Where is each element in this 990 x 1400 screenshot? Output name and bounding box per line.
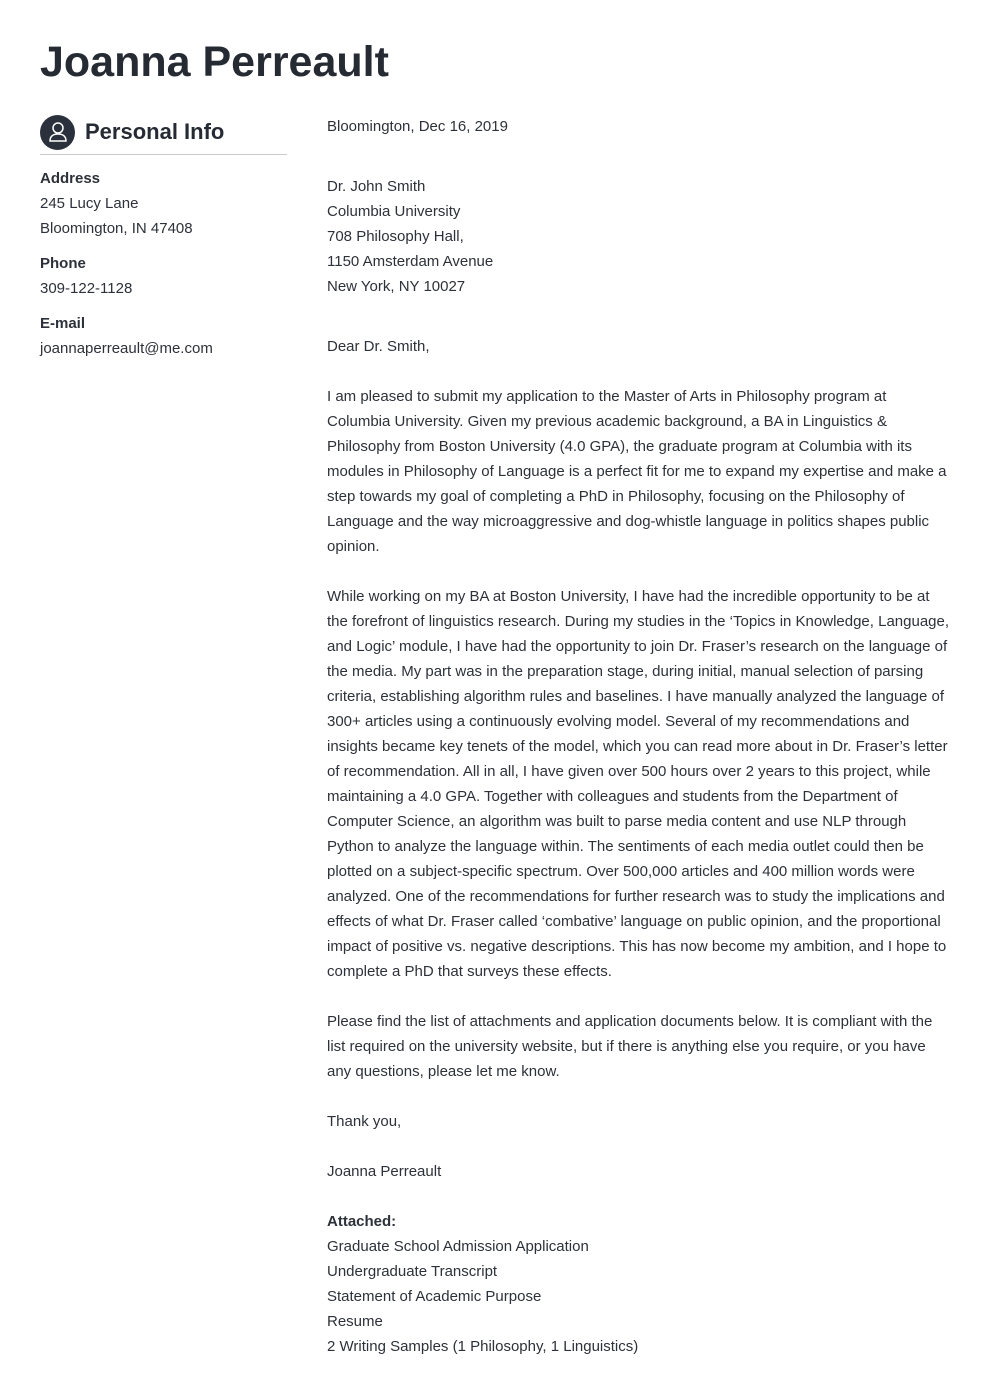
attachment-item: Resume — [327, 1313, 383, 1330]
user-icon — [40, 115, 75, 150]
paragraph-1: I am pleased to submit my application to the Master of Arts in Philosophy program at Columbia University. Given my previous academic background, a BA in Linguistics & Philosophy from Boston University (4.0 GPA), the graduate program at Columbia with its modules in Philosophy of Language is a perfect fit for me to expand my expertise and make a step towards my goal of completing a PhD in Philosophy, focusing on the Philosophy of Language and the way microaggressive and dog-whistle language in politics shapes public opinion. — [327, 388, 947, 555]
address-line-1: 245 Lucy Lane — [40, 195, 139, 212]
attachment-item: Statement of Academic Purpose — [327, 1288, 542, 1305]
recipient-line: 1150 Amsterdam Avenue — [327, 253, 494, 270]
recipient-line: Dr. John Smith — [327, 178, 426, 195]
applicant-name: Joanna Perreault — [40, 38, 389, 86]
phone-label: Phone — [40, 255, 86, 272]
paragraph-3: Please find the list of attachments and application documents below. It is compliant with the list required on the university website, but if there is anything else you require, or you have any questions, please let me know. — [327, 1013, 933, 1080]
recipient-block — [327, 174, 952, 299]
email-value: joannaperreault@me.com — [40, 340, 213, 357]
section-title: Personal Info — [85, 119, 225, 144]
attachments-list — [327, 1234, 952, 1359]
date-line: Bloomington, Dec 16, 2019 — [327, 118, 508, 135]
phone-group — [40, 251, 287, 301]
attached-label: Attached: — [327, 1213, 397, 1230]
attachment-item: 2 Writing Samples (1 Philosophy, 1 Linguistics) — [327, 1338, 639, 1355]
recipient-line: Columbia University — [327, 203, 461, 220]
attachment-item: Undergraduate Transcript — [327, 1263, 498, 1280]
address-label: Address — [40, 170, 101, 187]
closing: Thank you, — [327, 1113, 402, 1130]
email-label: E-mail — [40, 315, 86, 332]
attachment-item: Graduate School Admission Application — [327, 1238, 589, 1255]
signature: Joanna Perreault — [327, 1163, 442, 1180]
email-group — [40, 311, 287, 361]
paragraph-2: While working on my BA at Boston University, I have had the incredible opportunity to be at the forefront of linguistics research. During my studies in the ‘Topics in Knowledge, Language, and Logic’ module, I have had the opportunity to join Dr. Fraser’s research on the language of the media. My part was in the preparation stage, during initial, manual selection of parsing criteria, establishing algorithm rules and baselines. I have manually analyzed the language of 300+ articles using a continuously evolving model. Several of my recommendations and insights became key tenets of the model, which you can read more about in Dr. Fraser’s letter of recommendation. All in all, I have given over 500 hours over 2 years to this project, while maintaining a 4.0 GPA. Together with colleagues and students from the Department of Computer Science, an algorithm was built to parse media content and use NLP through Python to analyze the language within. The sentiments of each media outlet could then be plotted on a subject-specific spectrum. Over 500,000 articles and 400 million words were analyzed. One of the recommendations for further research was to study the implications and effects of what Dr. Fraser called ‘combative’ language on public opinion, and the proportional impact of positive vs. negative descriptions. This has now become my ambition, and I hope to complete a PhD that surveys these effects. — [327, 588, 950, 980]
sidebar — [40, 114, 287, 361]
personal-info-header — [40, 114, 287, 155]
phone-value: 309-122-1128 — [40, 280, 133, 297]
address-line-2: Bloomington, IN 47408 — [40, 220, 193, 237]
salutation: Dear Dr. Smith, — [327, 338, 430, 355]
recipient-line: 708 Philosophy Hall, — [327, 228, 464, 245]
recipient-line: New York, NY 10027 — [327, 278, 466, 295]
address-group — [40, 166, 287, 241]
letter-body — [327, 114, 952, 1359]
